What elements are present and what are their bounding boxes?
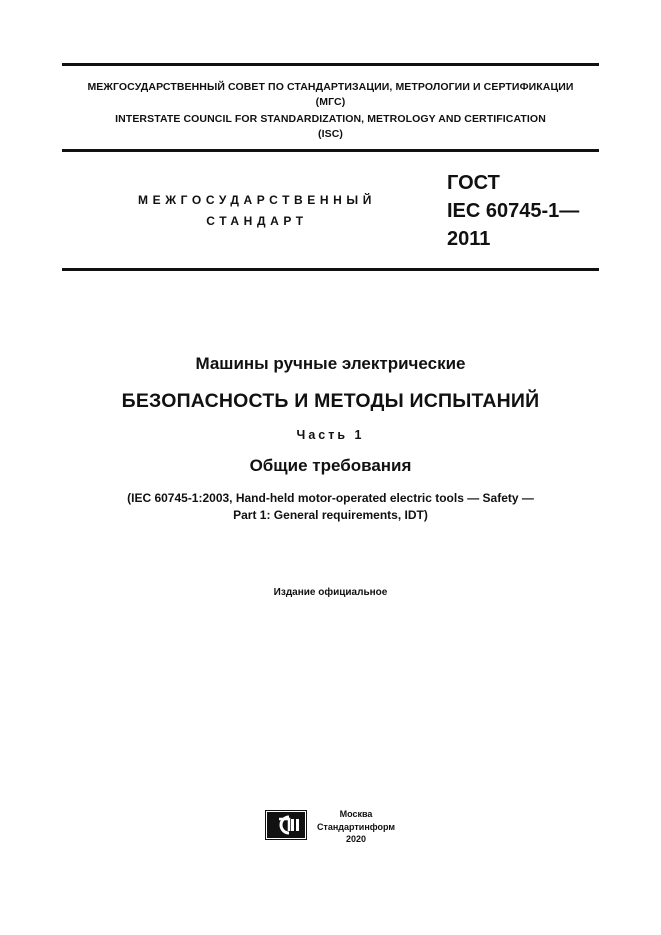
council-en-line2: (ISC) — [318, 128, 343, 140]
standard-code-line3: 2011 — [447, 228, 491, 250]
part-label: Часть 1 — [296, 428, 365, 442]
standard-kind-line1: МЕЖГОСУДАРСТВЕННЫЙ — [138, 193, 376, 207]
publisher-year: 2020 — [345, 834, 367, 844]
title-divider — [62, 268, 599, 271]
iec-reference — [0, 490, 661, 524]
council-ru-line1: МЕЖГОСУДАРСТВЕННЫЙ СОВЕТ ПО СТАНДАРТИЗАЦИИ, МЕТРОЛОГИИ И СЕРТИФИКАЦИИ — [87, 81, 574, 93]
top-rule — [62, 63, 599, 66]
council-ru-line2: (МГС) — [315, 96, 346, 108]
council-en-line1: INTERSTATE COUNCIL FOR STANDARDIZATION, METROLOGY AND CERTIFICATION — [115, 113, 546, 125]
standartinform-logo — [265, 810, 307, 840]
iec-reference-line1: (IEC 60745-1:2003, Hand-held motor-operated electric tools — Safety — — [127, 491, 534, 505]
standard-kind — [62, 190, 452, 232]
logo-icon — [265, 810, 307, 840]
title-line2: БЕЗОПАСНОСТЬ И МЕТОДЫ ИСПЫТАНИЙ — [121, 390, 540, 412]
standard-kind-line2: СТАНДАРТ — [206, 214, 308, 228]
publisher-name: Стандартинформ — [316, 821, 396, 832]
standard-code — [447, 169, 579, 253]
publisher-city: Москва — [339, 809, 373, 819]
publisher-block — [311, 808, 401, 846]
council-ru — [62, 80, 599, 110]
standard-code-line1: ГОСТ — [447, 172, 500, 194]
edition-label: Издание официальное — [273, 587, 388, 598]
standard-code-line2: IEC 60745-1— — [447, 200, 580, 222]
subtitle: Общие требования — [249, 456, 412, 475]
iec-reference-line2: Part 1: General requirements, IDT) — [233, 508, 428, 522]
title-line1: Машины ручные электрические — [195, 354, 466, 373]
header-divider — [62, 149, 599, 152]
council-en — [62, 112, 599, 142]
